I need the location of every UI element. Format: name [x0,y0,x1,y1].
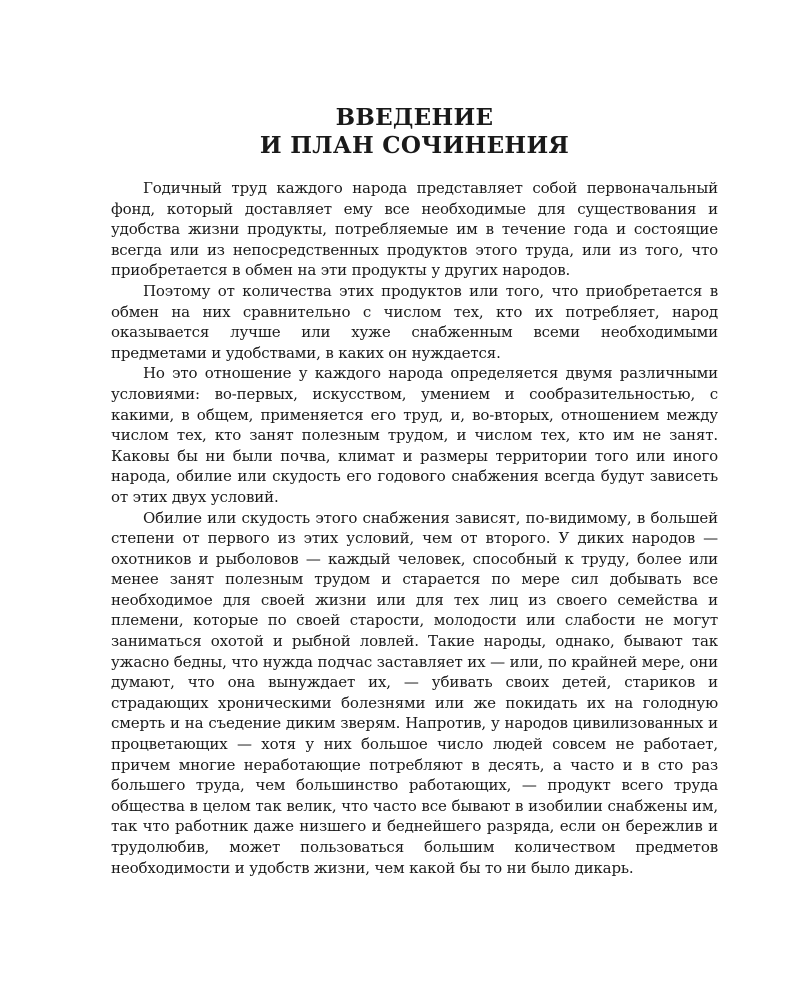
paragraph-3: Но это отношение у каждого народа определяется двумя различными условиями: во-первых, искусством, умением и сообразительностью, с какими, в общем, применяется его труд, и, во-вторых, отношением между числом тех, кто занят полезным трудом, и числом тех, кто им не занят. Каковы бы ни были почва, климат и размеры территории того или иного народа, обилие или скудость его годового снабжения всегда будут зависеть от этих двух условий. [111,364,718,506]
chapter-body [111,178,718,878]
chapter-title-line-1: ВВЕДЕНИЕ [335,104,494,131]
chapter-title-line-2: И ПЛАН СОЧИНЕНИЯ [259,132,570,159]
paragraph-1: Годичный труд каждого народа представляет собой первоначальный фонд, который доставляет ему все необходимые для существования и удобства жизни продукты, потребляемые им в течение года и состоящие всегда или из непосредственных продуктов этого труда, или из того, что приобретается в обмен на эти продукты у других народов. [111,179,718,280]
paragraph-4: Обилие или скудость этого снабжения зависят, по-видимому, в большей степени от первого из этих условий, чем от второго. У диких народов — охотников и рыболовов — каждый человек, способный к труду, более или менее занят полезным трудом и старается по мере сил добывать все необходимое для своей жизни или для тех лиц из своего семейства и племени, которые по своей старости, молодости или слабости не могут заниматься охотой и рыбной ловлей. Такие народы, однако, бывают так ужасно бедны, что нужда подчас заставляет их — или, по крайней мере, они думают, что она вынуждает их, — убивать своих детей, стариков и страдающих хроническими болезнями или же покидать их на голодную смерть и на съедение диким зверям. Напротив, у народов цивилизованных и процветающих — хотя у них большое число людей совсем не работает, причем многие неработающие потребляют в десять, а часто и в сто раз большего труда, чем большинство работающих, — продукт всего труда общества в целом так велик, что часто все бывают в изобилии снабжены им, так что работник даже низшего и беднейшего разряда, если он бережлив и трудолюбив, может пользоваться большим количеством предметов необходимости и удобств жизни, чем какой бы то ни было дикарь. [111,508,718,877]
paragraph-2: Поэтому от количества этих продуктов или того, что приобретается в обмен на них сравнительно с числом тех, кто их потребляет, народ оказывается лучше или хуже снабженным всеми необходимыми предметами и удобствами, в каких он нуждается. [111,281,718,362]
chapter-title [111,104,718,160]
